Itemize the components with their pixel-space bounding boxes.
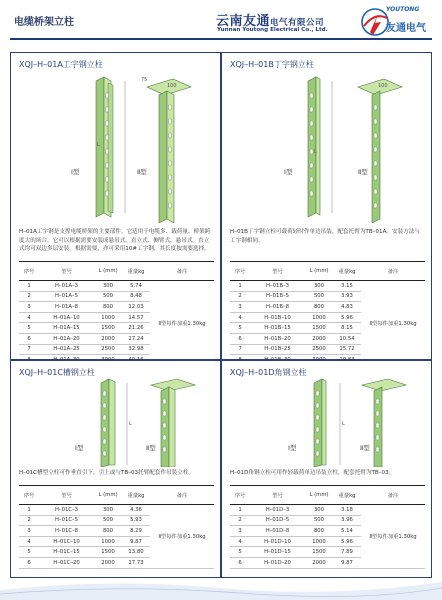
table-cell: 5: [230, 323, 250, 334]
table-cell: 800: [94, 302, 122, 313]
table-cell: 13.80: [122, 547, 150, 558]
col-header: 备注: [361, 262, 425, 281]
dim-length: L: [342, 421, 345, 427]
dim-width: 100: [378, 83, 388, 89]
table-row: [230, 281, 425, 292]
table-cell: 2000: [305, 333, 333, 344]
table-note: Ⅱ型每件加重1.30kg: [361, 281, 425, 366]
table-cell: 4: [19, 536, 39, 547]
type-ii-t-beam-icon: [358, 79, 402, 223]
type-ii-channel-icon: [151, 379, 195, 467]
table-cell: H–01B–8: [250, 302, 305, 313]
t-beam-column-drawing: [252, 73, 422, 223]
logo-english: YOUTONG: [386, 6, 420, 13]
table-header-row: [19, 262, 214, 281]
table-cell: H–01A–8: [39, 302, 94, 313]
table-cell: 1000: [94, 536, 122, 547]
table-cell: 1500: [305, 547, 333, 558]
table-header-row: [230, 262, 425, 281]
product-card-01d: [221, 360, 432, 578]
col-header: 备注: [361, 486, 425, 505]
dim-length: L: [97, 142, 100, 148]
table-cell: 5.14: [333, 526, 361, 537]
dim-length: L: [314, 149, 317, 155]
card-description: H–01B丁字钢立柱可载荷轻时作单边吊装，配套托臂为TB–01A。安装方法与工字钢相同。: [230, 229, 420, 244]
table-cell: 300: [305, 281, 333, 292]
brand-english-name: Yunnan Youtong Electrical Co., Ltd.: [217, 27, 328, 33]
type-i-t-beam-icon: [308, 77, 332, 217]
type-ii-label: Ⅱ型: [360, 444, 370, 452]
table-cell: H–01B–25: [250, 344, 305, 355]
table-cell: 300: [305, 505, 333, 516]
table-cell: H–01D–20: [250, 557, 305, 568]
table-cell: H–01D–8: [250, 526, 305, 537]
table-note: Ⅱ型每件加重1.30kg: [361, 505, 425, 569]
table-cell: H–01B–20: [250, 333, 305, 344]
table-cell: H–01D–5: [250, 515, 305, 526]
card-title: XQJ–H–01B丁字钢立柱: [230, 60, 314, 69]
table-cell: 1000: [94, 312, 122, 323]
table-cell: 800: [305, 302, 333, 313]
table-cell: 8.29: [122, 526, 150, 537]
table-cell: 3.15: [333, 281, 361, 292]
table-cell: 5.96: [333, 536, 361, 547]
type-i-label: Ⅰ型: [75, 444, 84, 452]
col-header: L (mm): [94, 262, 122, 281]
dim-length: L: [129, 421, 132, 427]
table-cell: 4.36: [122, 505, 150, 516]
col-header: 备注: [150, 262, 214, 281]
table-cell: 8.15: [333, 323, 361, 334]
table-cell: 2: [230, 291, 250, 302]
col-header: 序号: [230, 262, 250, 281]
table-cell: H–01A–25: [39, 344, 94, 355]
type-i-angle-icon: [314, 379, 340, 467]
table-cell: 4: [230, 312, 250, 323]
type-i-label: Ⅰ型: [284, 168, 293, 176]
col-header: 型号: [39, 262, 94, 281]
col-header: 重量kg: [333, 486, 361, 505]
table-cell: 6: [230, 557, 250, 568]
table-cell: 9.87: [333, 557, 361, 568]
card-description: H–01A工字钢是支撑电缆桥架的主要部件。它适用于电缆多、载荷量、桥架跨度大的场合。它可以根据需要安装成悬吊式、直立式、侧臂式、悬吊式。直立式均可双边多层安装。根据需要，亦可采用10#工字钢，其长度按需要选择。: [19, 229, 211, 253]
type-ii-label: Ⅱ型: [146, 444, 156, 452]
table-cell: 5.96: [333, 312, 361, 323]
table-row: [19, 281, 214, 292]
col-header: 序号: [19, 262, 39, 281]
col-header: L (mm): [305, 486, 333, 505]
type-ii-angle-icon: [362, 379, 406, 467]
table-cell: 17.73: [122, 557, 150, 568]
card-title: XQJ–H–01D角钢立柱: [230, 368, 307, 377]
spec-table: [19, 261, 214, 366]
table-cell: H–01C–10: [39, 536, 94, 547]
header-divider: [10, 38, 432, 40]
table-cell: 7: [230, 344, 250, 355]
spec-table: [230, 485, 425, 569]
col-header: L (mm): [94, 486, 122, 505]
table-cell: 7: [19, 344, 39, 355]
table-cell: 300: [94, 505, 122, 516]
table-cell: H–01A–5: [39, 291, 94, 302]
col-header: 型号: [39, 486, 94, 505]
table-cell: 1000: [305, 536, 333, 547]
type-ii-label: Ⅱ型: [137, 168, 147, 176]
table-cell: 300: [94, 281, 122, 292]
type-ii-beam-icon: [147, 79, 191, 223]
decorative-wave-icon: [0, 560, 442, 600]
col-header: 重量kg: [122, 486, 150, 505]
table-cell: 7.89: [333, 547, 361, 558]
table-cell: H–01A–3: [39, 281, 94, 292]
table-cell: 21.26: [122, 323, 150, 334]
product-card-01a: [10, 52, 221, 360]
table-cell: 3: [19, 302, 39, 313]
table-cell: H–01C–8: [39, 526, 94, 537]
table-cell: 2: [19, 515, 39, 526]
table-row: [230, 505, 425, 516]
table-cell: 1: [19, 281, 39, 292]
table-cell: 5: [230, 547, 250, 558]
table-cell: 1: [230, 505, 250, 516]
spec-table: [230, 261, 425, 366]
table-cell: 2000: [94, 333, 122, 344]
col-header: 型号: [250, 486, 305, 505]
product-card-01b: [221, 52, 432, 360]
table-cell: 4: [19, 312, 39, 323]
table-cell: 9.87: [122, 536, 150, 547]
table-cell: 2: [19, 291, 39, 302]
spec-table: [19, 485, 214, 569]
table-cell: 6: [19, 557, 39, 568]
table-cell: H–01B–10: [250, 312, 305, 323]
table-cell: 500: [94, 291, 122, 302]
table-cell: 8.48: [122, 291, 150, 302]
type-i-beam-icon: [96, 77, 125, 217]
table-cell: 3: [230, 526, 250, 537]
table-cell: 32.98: [122, 344, 150, 355]
table-note: Ⅱ型每件加重1.30kg: [150, 505, 214, 569]
table-cell: 6: [230, 333, 250, 344]
col-header: 型号: [250, 262, 305, 281]
col-header: 序号: [230, 486, 250, 505]
table-cell: H–01C–15: [39, 547, 94, 558]
table-cell: 2000: [94, 557, 122, 568]
table-cell: H–01D–15: [250, 547, 305, 558]
channel-steel-column-drawing: [41, 377, 211, 467]
angle-steel-column-drawing: [252, 377, 422, 467]
table-cell: H–01A–20: [39, 333, 94, 344]
col-header: 重量kg: [333, 262, 361, 281]
i-beam-column-drawing: [41, 73, 211, 223]
table-cell: 800: [94, 526, 122, 537]
table-cell: H–01C–3: [39, 505, 94, 516]
col-header: 序号: [19, 486, 39, 505]
page-header: [0, 0, 442, 40]
card-title: XQJ–H–01A工字钢立柱: [19, 60, 103, 69]
table-cell: 3.93: [333, 291, 361, 302]
table-cell: 5: [19, 547, 39, 558]
table-header-row: [230, 486, 425, 505]
dim-width: 100: [167, 83, 177, 89]
type-i-label: Ⅰ型: [71, 168, 80, 176]
table-cell: H–01C–5: [39, 515, 94, 526]
table-cell: 1: [19, 505, 39, 516]
col-header: L (mm): [305, 262, 333, 281]
table-cell: 5.74: [122, 281, 150, 292]
table-cell: H–01B–5: [250, 291, 305, 302]
table-cell: 500: [94, 515, 122, 526]
product-card-01c: [10, 360, 221, 578]
table-cell: 800: [305, 526, 333, 537]
table-cell: 2: [230, 515, 250, 526]
card-description: H–01D角钢立柱可用作轻载荷单边吊装立柱，配套托臂为TB–03。: [230, 470, 395, 476]
card-title: XQJ–H–01C槽钢立柱: [19, 368, 95, 377]
table-cell: 5.93: [122, 515, 150, 526]
table-cell: 10.54: [333, 333, 361, 344]
table-cell: 2500: [305, 344, 333, 355]
table-cell: 2500: [94, 344, 122, 355]
table-cell: 500: [305, 291, 333, 302]
logo-chinese: 友通电气: [386, 23, 426, 34]
table-cell: 1500: [94, 547, 122, 558]
type-i-channel-icon: [101, 379, 127, 467]
table-cell: 5: [19, 323, 39, 334]
table-cell: 6: [19, 333, 39, 344]
table-cell: H–01B–3: [250, 281, 305, 292]
table-row: [19, 505, 214, 516]
table-cell: 1000: [305, 312, 333, 323]
table-cell: 3.18: [333, 505, 361, 516]
card-description: H–01C槽型立柱可作垂直引下，引上或与TB–03托臂配套作吊装立柱。: [19, 470, 195, 476]
table-cell: 1500: [94, 323, 122, 334]
dim-depth: 75: [141, 77, 148, 83]
table-cell: H–01B–15: [250, 323, 305, 334]
table-cell: H–01C–20: [39, 557, 94, 568]
table-cell: 3: [230, 302, 250, 313]
table-cell: 1500: [305, 323, 333, 334]
table-cell: 3.96: [333, 515, 361, 526]
table-cell: 1: [230, 281, 250, 292]
table-cell: 27.24: [122, 333, 150, 344]
table-cell: H–01D–10: [250, 536, 305, 547]
brand-name-main: 云南友通: [216, 14, 271, 29]
table-cell: 14.57: [122, 312, 150, 323]
type-i-label: Ⅰ型: [288, 444, 297, 452]
page-title: 电缆桥架立柱: [14, 17, 74, 28]
table-cell: 4: [230, 536, 250, 547]
type-ii-label: Ⅱ型: [358, 168, 368, 176]
table-cell: H–01A–15: [39, 323, 94, 334]
table-header-row: [19, 486, 214, 505]
table-cell: 3: [19, 526, 39, 537]
table-cell: 2000: [305, 557, 333, 568]
table-note: Ⅱ型每件加重1.30kg: [150, 281, 214, 366]
col-header: 备注: [150, 486, 214, 505]
table-cell: H–01A–10: [39, 312, 94, 323]
table-cell: 500: [305, 515, 333, 526]
table-cell: H–01D–3: [250, 505, 305, 516]
col-header: 重量kg: [122, 262, 150, 281]
table-cell: 12.03: [122, 302, 150, 313]
table-cell: 4.83: [333, 302, 361, 313]
brand-name-suffix: 电气有限公司: [270, 18, 325, 28]
table-cell: 15.72: [333, 344, 361, 355]
